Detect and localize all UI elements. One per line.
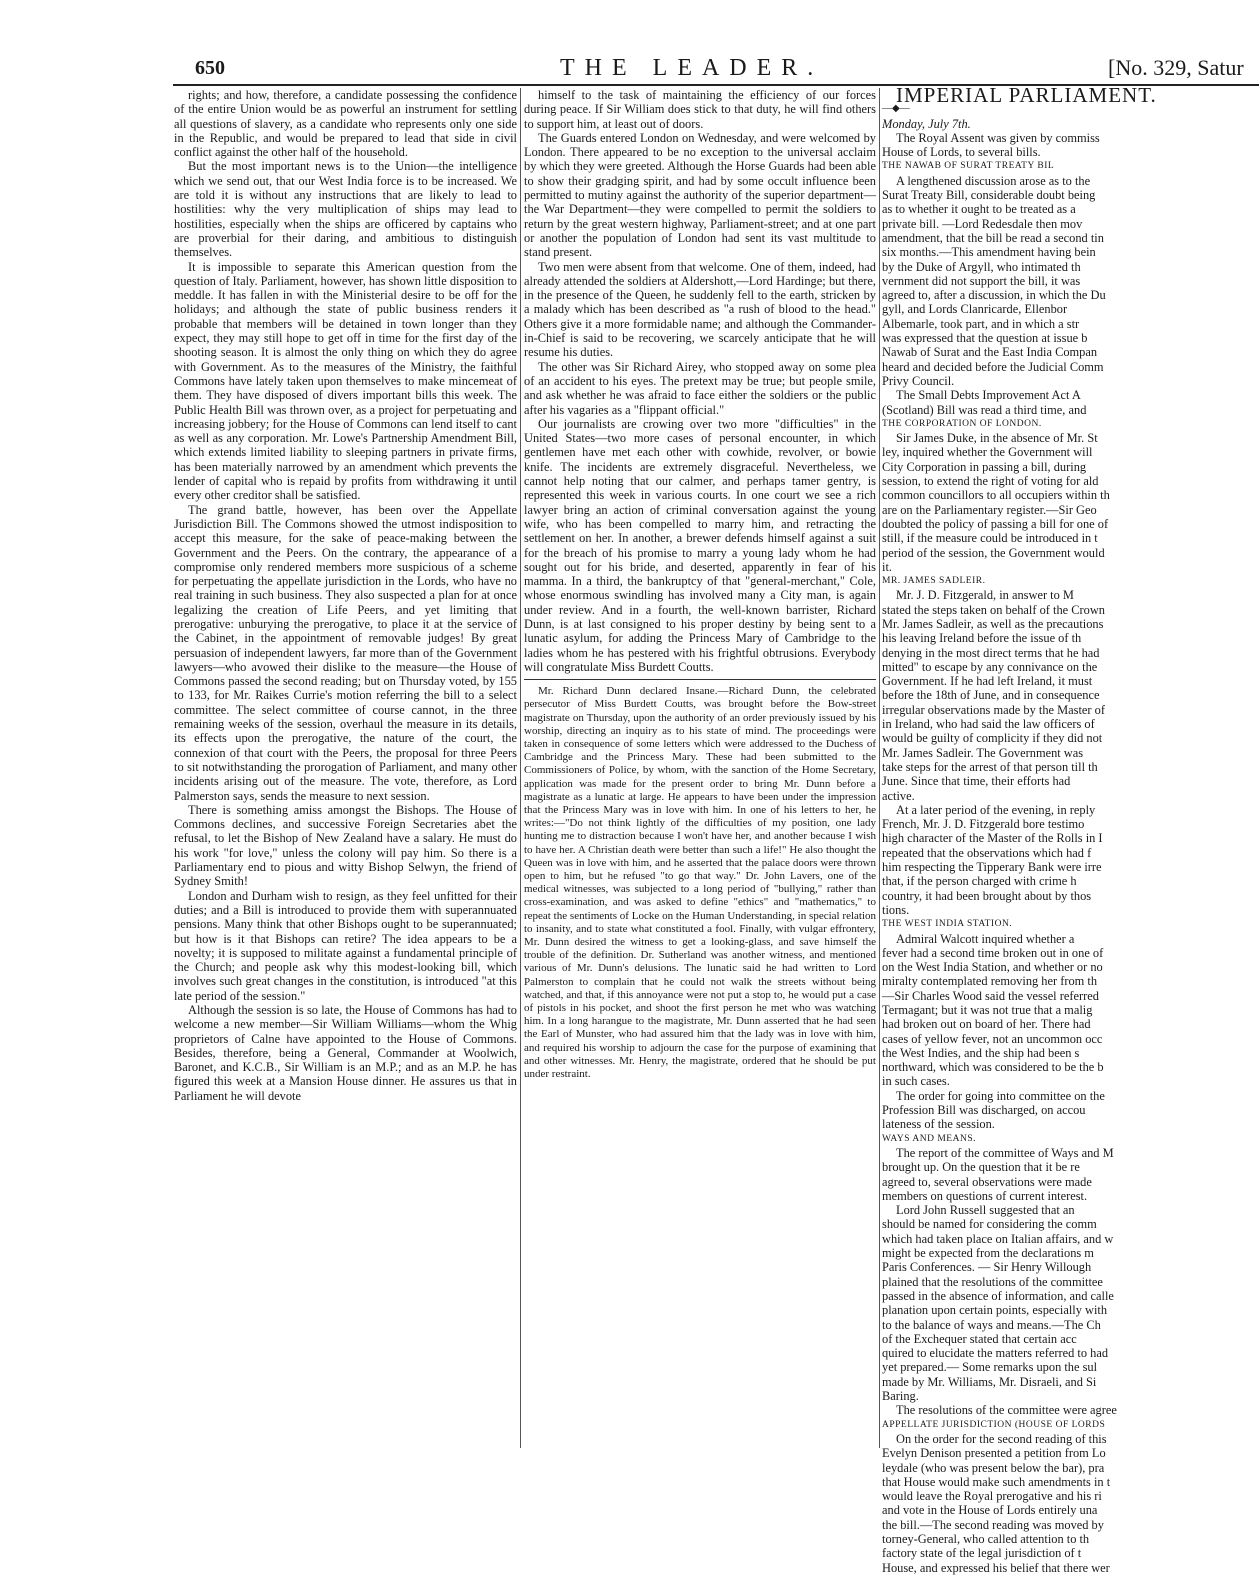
news-paragraph: Mr. Richard Dunn declared Insane.—Richard Dunn, the celebrated persecutor of Miss Burdett Coutts, was brought before the Bow-street magistrate on Thursday, upon the authority of an order previously issued by his worship, directing an inquiry as to his state of mind. The proceedings were taken in consequence of some letters which were addressed to the Duchess of Cambridge and the Princess Mary. These had been submitted to the Commissioners of Police, by whom, with the sanction of the Home Secretary, application was made for the present order to bring Mr. Dunn before a magistrate as a lunatic at large. He appears to have been under the impression that the Princess Mary was in love with him. In one of his letters to her, he writes:—"Do not think lightly of the difficulties of my position, one lady hunting me to distraction because I won't have her, and another because I wish to have her. A Christian death were better than such a life!" He also thought the Queen was in love with him, and he asserted that the palace doors were thrown open to him, but he refused "to go that way." Dr. John Lavers, one of the medical witnesses, was subjected to a long period of "bullying," rather than cross-examination, and was asked to define "ethics" and "mathematics," to repeat the sentiments of Locke on the Human Understanding, in special relation to insanity, and to state what constituted a fool. Finally, with vulgar effrontery, Mr. Dunn desired the witness to get a looking-glass, and save himself the trouble of the definition. Dr. Sutherland was another witness, and mentioned various of Mr. Dunn's delusions. The lunatic said he had written to Lord Palmerston to complain that he could not walk the streets without being watched, and that, if this annoyance were not put a stop to, he would put a case of pistols in his pocket, and shoot the first person he met who was watching him. In a long harangue to the magistrate, Mr. Dunn asserted that he had seen the Earl of Munster, who had assured him that the lady was in love with him, and required his worship to adjourn the case for the purpose of examining that and other witnesses. Mr. Henry, the magistrate, ordered that he should be put under restraint. (524, 685, 876, 1081)
report-paragraph (882, 1146, 1259, 1203)
report-line: planation upon certain points, especially with (882, 1303, 1108, 1318)
parliament-report (882, 131, 1259, 1575)
column-divider-2 (879, 88, 880, 1448)
report-line: his leaving Ireland before the issue of th (882, 631, 1082, 646)
news-item-dunn (524, 685, 876, 1081)
report-line: yet prepared.— Some remarks upon the sul (882, 1360, 1098, 1375)
report-line: in Ireland, who had said the law officers of (882, 717, 1095, 732)
report-line: mitted" to escape by any connivance on the (882, 659, 1098, 674)
report-line: of the Exchequer stated that certain acc (882, 1331, 1077, 1346)
report-line: the bill.—The second reading was moved by (882, 1517, 1104, 1532)
report-line: repeated that the observations which had f (882, 845, 1092, 860)
report-line: in such cases. (882, 1074, 950, 1089)
report-line: that, if the person charged with crime h (882, 874, 1077, 889)
report-line: it. (882, 559, 892, 574)
paragraph: The Guards entered London on Wednesday, and were welcomed by London. There appeared to be no exception to the universal acclaim by which they were greeted. Although the Horse Guards had been able to show their gradging spirit, and had by some occult influence been permitted to mutiny against the authority of the superior department—the War Department—they were compelled to permit the soldiers to return by the great western highway, Parliament-street; and at one part or another the population of London had sent its vast multitude to stand present. (524, 130, 876, 260)
report-line: The Small Debts Improvement Act A (896, 388, 1081, 403)
report-subheading: MR. JAMES SADLEIR. (882, 576, 986, 587)
report-line: and vote in the House of Lords entirely una (882, 1503, 1098, 1518)
report-line: The resolutions of the committee were agree (896, 1403, 1117, 1418)
paragraph: The other was Sir Richard Airey, who stopped away on some plea of an accident to his eyes. The pretext may be true; but people smile, and ask whether he was afraid to face either the soldiers or the public after his vagaries as a "flippant official." (524, 359, 876, 417)
column-1 (174, 88, 517, 1448)
report-line: the West Indies, and the ship had been s (882, 1045, 1080, 1060)
report-line: brought up. On the question that it be re (882, 1160, 1080, 1175)
report-paragraph (882, 1432, 1259, 1575)
report-line: northward, which was considered to be the b (882, 1060, 1104, 1075)
report-line: miralty contemplated removing her from th (882, 974, 1098, 989)
report-line: passed in the absence of information, and calle (882, 1288, 1114, 1303)
report-line: are on the Parliamentary register.—Sir Geo (882, 502, 1097, 517)
report-line: agreed to, several observations were made (882, 1174, 1092, 1189)
report-line: him respecting the Tipperary Bank were irre (882, 860, 1102, 875)
report-line: before the 18th of June, and in consequence (882, 688, 1100, 703)
report-line: made by Mr. Williams, Mr. Disraeli, and Si (882, 1374, 1097, 1389)
report-line: should be named for considering the comm (882, 1217, 1097, 1232)
report-line: take steps for the arrest of that person till th (882, 759, 1098, 774)
report-line: Termagant; but it was not true that a malig (882, 1003, 1093, 1017)
report-line: quired to elucidate the matters referred to had (882, 1346, 1109, 1361)
report-line: On the order for the second reading of this (896, 1431, 1107, 1446)
report-line: might be expected from the declarations m (882, 1246, 1094, 1261)
report-paragraph (882, 803, 1259, 917)
report-line: period of the session, the Government would (882, 545, 1105, 560)
report-subheading: THE WEST INDIA STATION. (882, 919, 1013, 930)
paragraph: It is impossible to separate this American question from the question of Italy. Parliament, however, has shown little disposition to meddle. It has fallen in with the Ministerial desire to be off for the holidays; and although the state of public business renders it probable that members will be detained in town longer than they expect, they may still hope to get off in time for the first day of the shooting season. It is almost the only thing on which they do agree with Government. As to the measures of the Ministry, the faithful Commons have lately taken upon themselves to make mincemeat of them. They have disposed of divers important bills this week. The Public Health Bill was thrown over, as a project for perpetuating and increasing jobbery; for the House of Commons can lend itself to cant as well as any corporation. Mr. Lowe's Partnership Amendment Bill, which extends limited liability to sleeping partners in private firms, has been materially narrowed by an amendment which prevents the lender of capital who is repaid by profits from withdrawing it until every other creditor shall be satisfied. (174, 259, 517, 503)
report-line: still, if the measure could be introduced in t (882, 531, 1098, 546)
paragraph: Our journalists are crowing over two more "difficulties" in the United States—two more cases of personal encounter, in which gentlemen have met each other with cowhide, revolver, or bowie knife. The incidents are extremely disgraceful. Nevertheless, we cannot help noting that our calmer, and perhaps tamer gentry, is represented this week in various courts. In one court we see a rich lawyer bring an action of criminal conversation against the young wife, who has been compelled to marry him, and retracting the settlement on her. In another, a brewer defends himself against a suit for the breach of his promise to marry a young lady whom he had sought out for his bride, and deserted, apparently in fear of his mamma. In a third, the bankruptcy of that "general-merchant," Cole, whose enormous swindling has involved many a City man, is again under review. And in a fourth, the well-known barrister, Richard Dunn, is at last consigned to his proper destiny by being sent to a lunatic asylum, for adding the Princess Mary of Cambridge to the ladies whom he has pestered with his frightful obtrusions. Everybody will congratulate Miss Burdett Coutts. (524, 416, 876, 674)
report-subheading: APPELLATE JURISDICTION (HOUSE OF LORDS (882, 1419, 1106, 1430)
paragraph: Two men were absent from that welcome. One of them, indeed, had already attended the soldiers at Aldershott,—Lord Hardinge; but there, in the presence of the Queen, he suddenly fell to the earth, stricken by a malady which has been described as "a rush of blood to the head." Others give it a more formidable name; and although the Commander-in-Chief is said to be recovering, we scarcely anticipate that he will resume his duties. (524, 259, 876, 360)
report-line: common councillors to all occupiers within th (882, 488, 1110, 503)
page-number: 650 (195, 57, 225, 79)
report-line: which had taken place on Italian affairs, and w (882, 1231, 1114, 1246)
paragraph: himself to the task of maintaining the efficiency of our forces during peace. If Sir William does stick to that duty, he will find others to support him, at least out of doors. (524, 88, 876, 131)
report-line: denying in the most direct terms that he had (882, 645, 1100, 660)
report-line: Paris Conferences. — Sir Henry Willough (882, 1260, 1092, 1275)
report-line: irregular observations made by the Master of (882, 702, 1105, 717)
report-line: vernment did not support the bill, it was (882, 273, 1081, 288)
report-line: high character of the Master of the Rolls in I (882, 831, 1103, 846)
report-line: country, it had been brought about by thos (882, 888, 1092, 903)
dateline: Monday, July 7th. (882, 116, 971, 131)
report-line: Admiral Walcott inquired whether a (896, 931, 1075, 946)
report-line: agreed to, after a discussion, in which the Du (882, 288, 1106, 303)
report-line: private bill. —Lord Redesdale then mov (882, 216, 1083, 231)
report-line: gyll, and Lords Clanricarde, Ellenbor (882, 302, 1068, 317)
report-line: The report of the committee of Ways and M (896, 1145, 1114, 1160)
report-subheading: THE NAWAB OF SURAT TREATY BIL (882, 161, 1055, 172)
report-line: —Sir Charles Wood said the vessel referred (882, 988, 1099, 1003)
report-line: would be guilty of complicity if they did not (882, 731, 1103, 746)
issue-number: [No. 329, Satur (1108, 55, 1244, 80)
report-line: The Royal Assent was given by commiss (896, 130, 1100, 145)
report-line: lateness of the session. (882, 1117, 995, 1132)
report-subheading: THE CORPORATION OF LONDON. (882, 418, 1042, 429)
report-line: that House would make such amendments in t (882, 1474, 1111, 1489)
report-paragraph (882, 431, 1259, 574)
report-line: Evelyn Denison presented a petition from Lo (882, 1446, 1106, 1461)
section-title: IMPERIAL PARLIAMENT. (896, 83, 1157, 107)
report-line: Sir James Duke, in the absence of Mr. St (896, 431, 1098, 446)
column-2 (524, 88, 876, 1448)
report-line: Government. If he had left Ireland, it must (882, 674, 1093, 689)
report-line: six months.—This amendment having bein (882, 245, 1096, 260)
report-line: City Corporation in passing a bill, during (882, 459, 1087, 474)
report-paragraph (882, 1403, 1259, 1417)
report-line: Baring. (882, 1389, 919, 1404)
report-line: (Scotland) Bill was read a third time, and (882, 402, 1087, 417)
ornament: —◆— (882, 103, 910, 115)
paragraph: There is something amiss amongst the Bishops. The House of Commons declines, and successive Foreign Secretaries abet the refusal, to let the Bishop of New Zealand have a salary. He must do his work "for love," unless the colony will pay him. So there is a Parliamentary end to pious and witty Bishop Selwyn, the friend of Sydney Smith! (174, 802, 517, 889)
report-line: would leave the Royal prerogative and his ri (882, 1489, 1102, 1504)
report-subheading: WAYS AND MEANS. (882, 1133, 976, 1144)
report-line: doubted the policy of passing a bill for one of (882, 516, 1109, 531)
report-line: Mr. James Sadleir, as well as the precautions (882, 616, 1104, 631)
column-3-imperial-parliament (882, 83, 1259, 1575)
report-line: leydale (who was present below the bar), pra (882, 1460, 1105, 1475)
report-line: A lengthened discussion arose as to the (896, 173, 1091, 188)
report-paragraph (882, 1203, 1259, 1403)
section-separator (524, 679, 876, 680)
report-line: session, to extend the right of voting for ald (882, 474, 1099, 489)
paragraph: Although the session is so late, the House of Commons has had to welcome a new member—Sir William Williams—whom the Whig proprietors of Calne have appointed to the House of Commons. Besides, therefore, being a General, Commander at Woolwich, Baronet, and K.C.B., Sir William is an M.P.; and as an M.P. he has figured this week at a Mansion House dinner. He assures us that in Parliament he will devote (174, 1003, 517, 1103)
report-line: Mr. James Sadleir. The Government was (882, 745, 1084, 760)
report-line: factory state of the legal jurisdiction of t (882, 1546, 1082, 1561)
report-paragraph (882, 588, 1259, 802)
report-line: ley, inquired whether the Government will (882, 445, 1093, 460)
report-line: cases of yellow fever, not an uncommon occ (882, 1031, 1103, 1046)
report-line: active. (882, 788, 915, 803)
report-line: members on questions of current interest. (882, 1188, 1088, 1203)
report-line: Nawab of Surat and the East India Compan (882, 345, 1098, 360)
report-line: torney-General, who called attention to th (882, 1531, 1090, 1546)
masthead-title: THE LEADER. (560, 55, 824, 81)
report-paragraph (882, 388, 1259, 417)
report-paragraph (882, 131, 1259, 160)
report-line: was expressed that the question at issue b (882, 331, 1088, 346)
report-line: At a later period of the evening, in reply (896, 802, 1096, 817)
report-line: Privy Council. (882, 373, 955, 388)
report-line: as to whether it ought to be treated as a (882, 202, 1076, 217)
report-line: Lord John Russell suggested that an (896, 1203, 1075, 1218)
report-line: on the West India Station, and whether or no (882, 960, 1103, 975)
report-paragraph (882, 932, 1259, 1089)
report-line: House, and expressed his belief that there wer (882, 1560, 1110, 1575)
paragraph: London and Durham wish to resign, as they feel unfitted for their duties; and a Bill is introduced to provide them with superannuated pensions. Many think that other Bishops ought to be superannuated; but how is it that Bishops can retire? The idea appears to be a novelty; it is supposed to militate against a fundamental principle of the Church; and people ask why this modest-looking bill, which involves such great changes in the constitution, is introduced "at this late period of the session." (174, 888, 517, 1003)
report-line: had broken out on board of her. There had (882, 1017, 1091, 1032)
report-line: to the balance of ways and means.—The Ch (882, 1317, 1101, 1332)
report-paragraph (882, 174, 1259, 388)
paragraph: But the most important news is to the Union—the intelligence which we send out, that our West India force is to be increased. We are told it is without any instructions that are likely to lead to hostilities: why the very multiplication of ships may lead to hostilities, especially when the ships are officered by captains who are proverbial for their daring, and ambitious to distinguish themselves. (174, 159, 517, 260)
report-line: heard and decided before the Judicial Comm (882, 359, 1104, 374)
report-line: Surat Treaty Bill, considerable doubt being (882, 188, 1096, 203)
report-line: by the Duke of Argyll, who intimated th (882, 259, 1081, 274)
report-line: The order for going into committee on the (896, 1088, 1105, 1103)
report-line: tions. (882, 902, 910, 917)
report-line: Mr. J. D. Fitzgerald, in answer to M (896, 588, 1074, 603)
paragraph: The grand battle, however, has been over the Appellate Jurisdiction Bill. The Commons showed the utmost indisposition to accept this measure, for the sake of peace-making between the Government and the Peers. On the contrary, the appearance of a compromise only rendered members more suspicious of a scheme for perpetuating the appellate jurisdiction in the Lords, who have no real training in such business. They also suspected a plan for at once legalizing the creation of Life Peers, and yet limiting that prerogative: unburying the prerogative, to place it at the service of the Cabinet, in the appointment of removable judges! By great persuasion of independent lawyers, far more than of the Government lawyers—who avowed their dislike to the measure—the House of Commons passed the second reading; but on Thursday voted, by 155 to 133, for Mr. Raikes Currie's motion referring the bill to a select committee. The select committee of course cannot, in the three remaining weeks of the session, overhaul the measure in its details, its effects upon the prerogative, the nature of the court, the connexion of that court with the Peers, the proposal for three Peers to sit notwithstanding the prorogation of Parliament, and many other incidents arising out of the measure. The vote, therefore, as Lord Palmerston says, sends the measure to next session. (174, 502, 517, 803)
report-line: June. Since that time, their efforts had (882, 774, 1071, 789)
report-line: stated the steps taken on behalf of the Crown (882, 602, 1105, 617)
report-line: Albemarle, took part, and in which a str (882, 316, 1080, 331)
report-line: fever had a second time broken out in one of (882, 945, 1104, 960)
report-line: Profession Bill was discharged, on accou (882, 1103, 1086, 1118)
page-header (0, 0, 1259, 80)
paragraph: rights; and how, therefore, a candidate possessing the confidence of the entire Union would be as powerful an instrument for settling all questions of slavery, as a candidate who represents only one side in the Republic, and would be prepared to lead that side in civil conflict against the other half of the household. (174, 88, 517, 160)
column-divider-1 (520, 88, 521, 1448)
report-line: amendment, that the bill be read a second tin (882, 230, 1104, 245)
report-line: House of Lords, to several bills. (882, 145, 1041, 160)
report-paragraph (882, 1089, 1259, 1132)
report-line: plained that the resolutions of the committee (882, 1274, 1103, 1289)
report-line: French, Mr. J. D. Fitzgerald bore testimo (882, 817, 1085, 832)
